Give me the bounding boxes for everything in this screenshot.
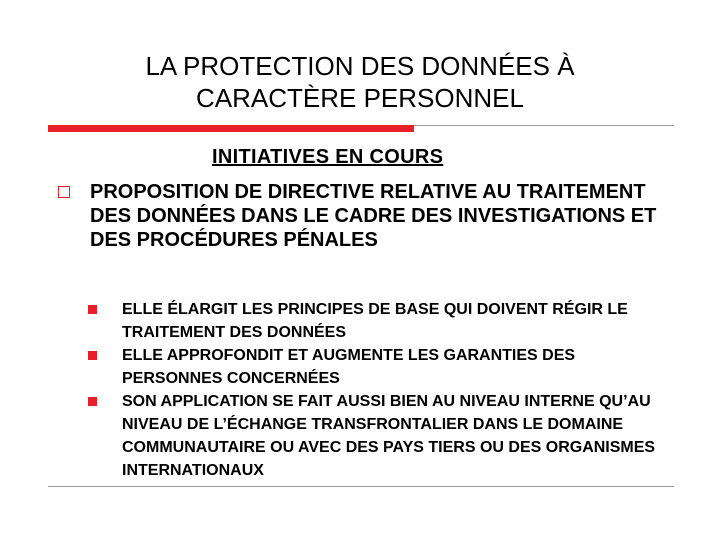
title-line-1: LA PROTECTION DES DONNÉES À bbox=[145, 51, 575, 81]
sub-bullet-list bbox=[86, 298, 666, 482]
sub-bullet-item bbox=[86, 390, 666, 482]
footer-rule bbox=[48, 486, 674, 487]
slide-title bbox=[60, 50, 660, 114]
sub-bullet-item bbox=[86, 344, 666, 390]
filled-square-bullet-icon bbox=[88, 397, 97, 406]
filled-square-bullet-icon bbox=[88, 305, 97, 314]
title-line-2: CARACTÈRE PERSONNEL bbox=[196, 83, 524, 113]
section-subheading: INITIATIVES EN COURS bbox=[212, 146, 444, 168]
filled-square-bullet-icon bbox=[88, 351, 97, 360]
main-bullet-item bbox=[58, 180, 658, 252]
title-accent-bar bbox=[48, 125, 414, 132]
sub-bullet-item bbox=[86, 298, 666, 344]
sub-bullet-text: SON APPLICATION SE FAIT AUSSI BIEN AU NIVEAU INTERNE QU’AU NIVEAU DE L’ÉCHANGE TRANSFRONTALIER DANS LE DOMAINE COMMUNAUTAIRE OU AVEC DES PAYS TIERS OU DES ORGANISMES INTERNATIONAUX bbox=[122, 393, 656, 479]
main-bullet-text: PROPOSITION DE DIRECTIVE RELATIVE AU TRAITEMENT DES DONNÉES DANS LE CADRE DES INVESTIGATIONS ET DES PROCÉDURES PÉNALES bbox=[90, 181, 657, 251]
title-rule bbox=[414, 125, 674, 126]
sub-bullet-text: ELLE ÉLARGIT LES PRINCIPES DE BASE QUI DOIVENT RÉGIR LE TRAITEMENT DES DONNÉES bbox=[122, 301, 628, 341]
sub-bullet-text: ELLE APPROFONDIT ET AUGMENTE LES GARANTIES DES PERSONNES CONCERNÉES bbox=[122, 347, 576, 387]
hollow-square-bullet-icon bbox=[58, 186, 70, 198]
